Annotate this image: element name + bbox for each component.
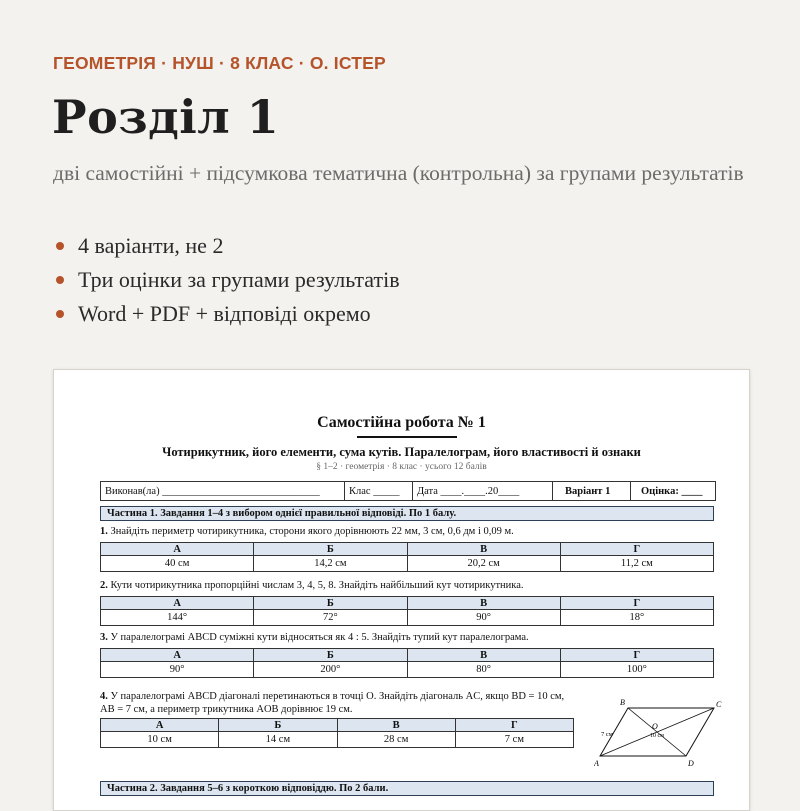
page-subtitle: дві самостійні + підсумкова тематична (контрольна) за групами результатів: [53, 161, 744, 185]
vertex-d-label: D: [688, 759, 694, 768]
name-field: Виконав(ла) ______________________________: [101, 482, 345, 500]
answer-cell: 40 см: [101, 556, 254, 572]
vertex-c-label: C: [716, 700, 722, 709]
answer-cell: 144°: [101, 610, 254, 626]
page-title: Розділ 1: [52, 90, 280, 144]
answer-cell: 90°: [407, 610, 560, 626]
bullet-dot-icon: [56, 310, 64, 318]
answer-cell: 90°: [101, 662, 254, 678]
feature-item: Word + PDF + відповіді окремо: [53, 300, 400, 334]
question-4: 4. У паралелограмі ABCD діагоналі перетинаються в точці O. Знайдіть діагональ AC, якщо BD = 10 см, AB = 7 см, а периметр трикутника AOB дорівнює 19 см.: [100, 691, 565, 715]
answer-table-3: А Б В Г 90° 200° 80° 100°: [100, 648, 714, 678]
question-2: 2. Кути чотирикутника пропорційні числам 3, 4, 5, 8. Знайдіть найбільший кут чотирикутника.: [100, 580, 524, 591]
question-3: 3. У паралелограмі ABCD суміжні кути відносяться як 4 : 5. Знайдіть тупий кут паралелограма.: [100, 632, 529, 643]
bullet-dot-icon: [56, 242, 64, 250]
feature-item: 4 варіанти, не 2: [53, 232, 400, 266]
answer-cell: 20,2 см: [407, 556, 560, 572]
worksheet-meta: § 1–2 · геометрія · 8 клас · усього 12 балів: [316, 462, 487, 472]
answer-table-2: А Б В Г 144° 72° 90° 18°: [100, 596, 714, 626]
parallelogram-figure: [594, 698, 724, 770]
feature-list: [53, 232, 400, 334]
bullet-dot-icon: [56, 276, 64, 284]
answer-cell: 72°: [254, 610, 407, 626]
course-kicker: ГЕОМЕТРІЯ · НУШ · 8 КЛАС · О. ІСТЕР: [53, 53, 386, 73]
answer-cell: 200°: [254, 662, 407, 678]
answer-cell: 11,2 см: [560, 556, 713, 572]
worksheet-title: Самостійна робота № 1: [317, 414, 486, 431]
answer-cell: 18°: [560, 610, 713, 626]
point-o-label: O: [652, 722, 658, 731]
answer-cell: 10 см: [101, 732, 219, 748]
feature-item: Три оцінки за групами результатів: [53, 266, 400, 300]
answer-cell: 28 см: [337, 732, 455, 748]
side-ab-label: 7 см: [601, 731, 613, 738]
part2-heading: Частина 2. Завдання 5–6 з короткою відповіддю. По 2 бали.: [100, 781, 714, 796]
worksheet-topic: Чотирикутник, його елементи, сума кутів. Паралелограм, його властивості й ознаки: [162, 445, 641, 459]
answer-cell: 100°: [560, 662, 713, 678]
diagonal-bd-label: 10 см: [650, 733, 664, 739]
title-underline: [357, 436, 457, 438]
answer-cell: 14 см: [219, 732, 337, 748]
worksheet-preview: [53, 369, 750, 811]
class-field: Клас _____: [345, 482, 413, 500]
answer-cell: 80°: [407, 662, 560, 678]
variant-label: Варіант 1: [553, 482, 631, 500]
answer-table-1: А Б В Г 40 см 14,2 см 20,2 см 11,2 см: [100, 542, 714, 572]
date-field: Дата ____.____.20____: [413, 482, 553, 500]
diagonal-bd: [628, 708, 686, 756]
vertex-b-label: B: [620, 698, 625, 707]
answer-table-4: А Б В Г 10 см 14 см 28 см 7 см: [100, 718, 574, 748]
answer-cell: 7 см: [455, 732, 573, 748]
vertex-a-label: A: [594, 759, 599, 768]
part1-heading: Частина 1. Завдання 1–4 з вибором однієї правильної відповіді. По 1 балу.: [100, 506, 714, 521]
question-1: 1. Знайдіть периметр чотирикутника, сторони якого дорівнюють 22 мм, 3 см, 0,6 дм і 0,09 м.: [100, 526, 514, 537]
student-info-row: [100, 481, 716, 501]
answer-cell: 14,2 см: [254, 556, 407, 572]
grade-field: Оцінка: ____: [641, 485, 703, 497]
